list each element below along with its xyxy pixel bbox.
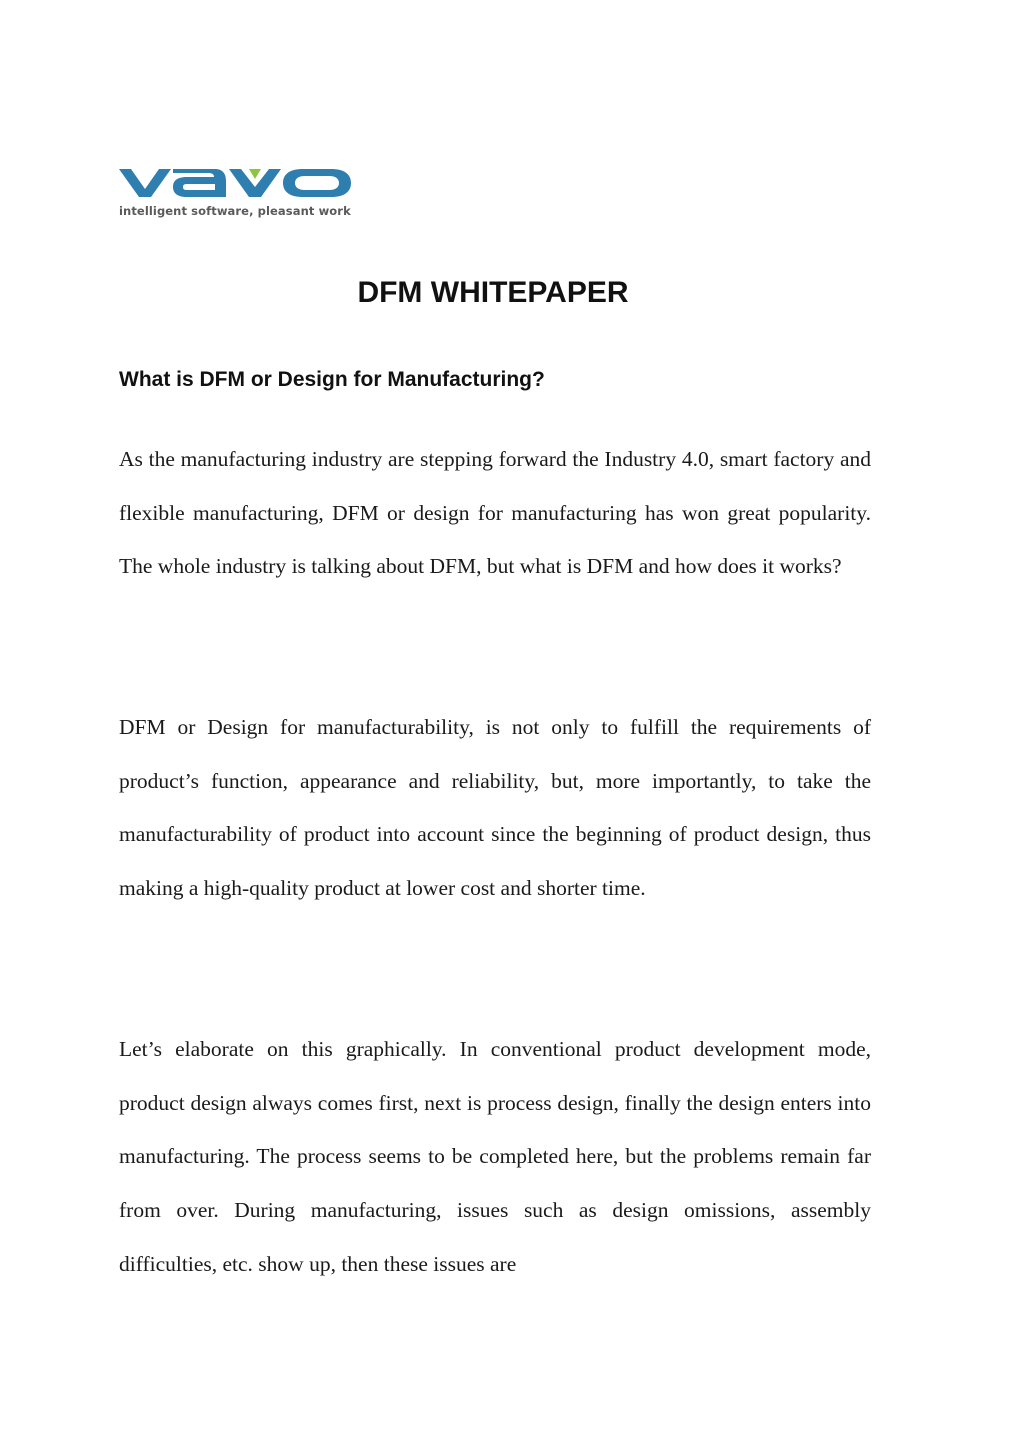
vayo-wordmark-icon — [119, 160, 351, 200]
vayo-logo — [119, 160, 354, 222]
logo-tagline: intelligent software, pleasant work — [119, 204, 351, 218]
paragraph-elaboration: Let’s elaborate on this graphically. In conventional product development mode, product design always comes first, next is process design, finally the design enters into manufacturing. The process seems to be completed here, but the problems remain far from over. During manufacturing, issues such as design omissions, assembly difficulties, etc. show up, then these issues are — [119, 1037, 871, 1276]
paragraph-intro: As the manufacturing industry are stepping forward the Industry 4.0, smart factory and flexible manufacturing, DFM or design for manufacturing has won great popularity. The whole industry is talking about DFM, but what is DFM and how does it works? — [119, 447, 871, 579]
paragraph-definition: DFM or Design for manufacturability, is not only to fulfill the requirements of product’s function, appearance and reliability, but, more importantly, to take the manufacturability of product into account since the beginning of product design, thus making a high-quality product at lower cost and shorter time. — [119, 715, 871, 901]
document-title: DFM WHITEPAPER — [357, 276, 629, 309]
section-heading: What is DFM or Design for Manufacturing? — [119, 368, 545, 391]
